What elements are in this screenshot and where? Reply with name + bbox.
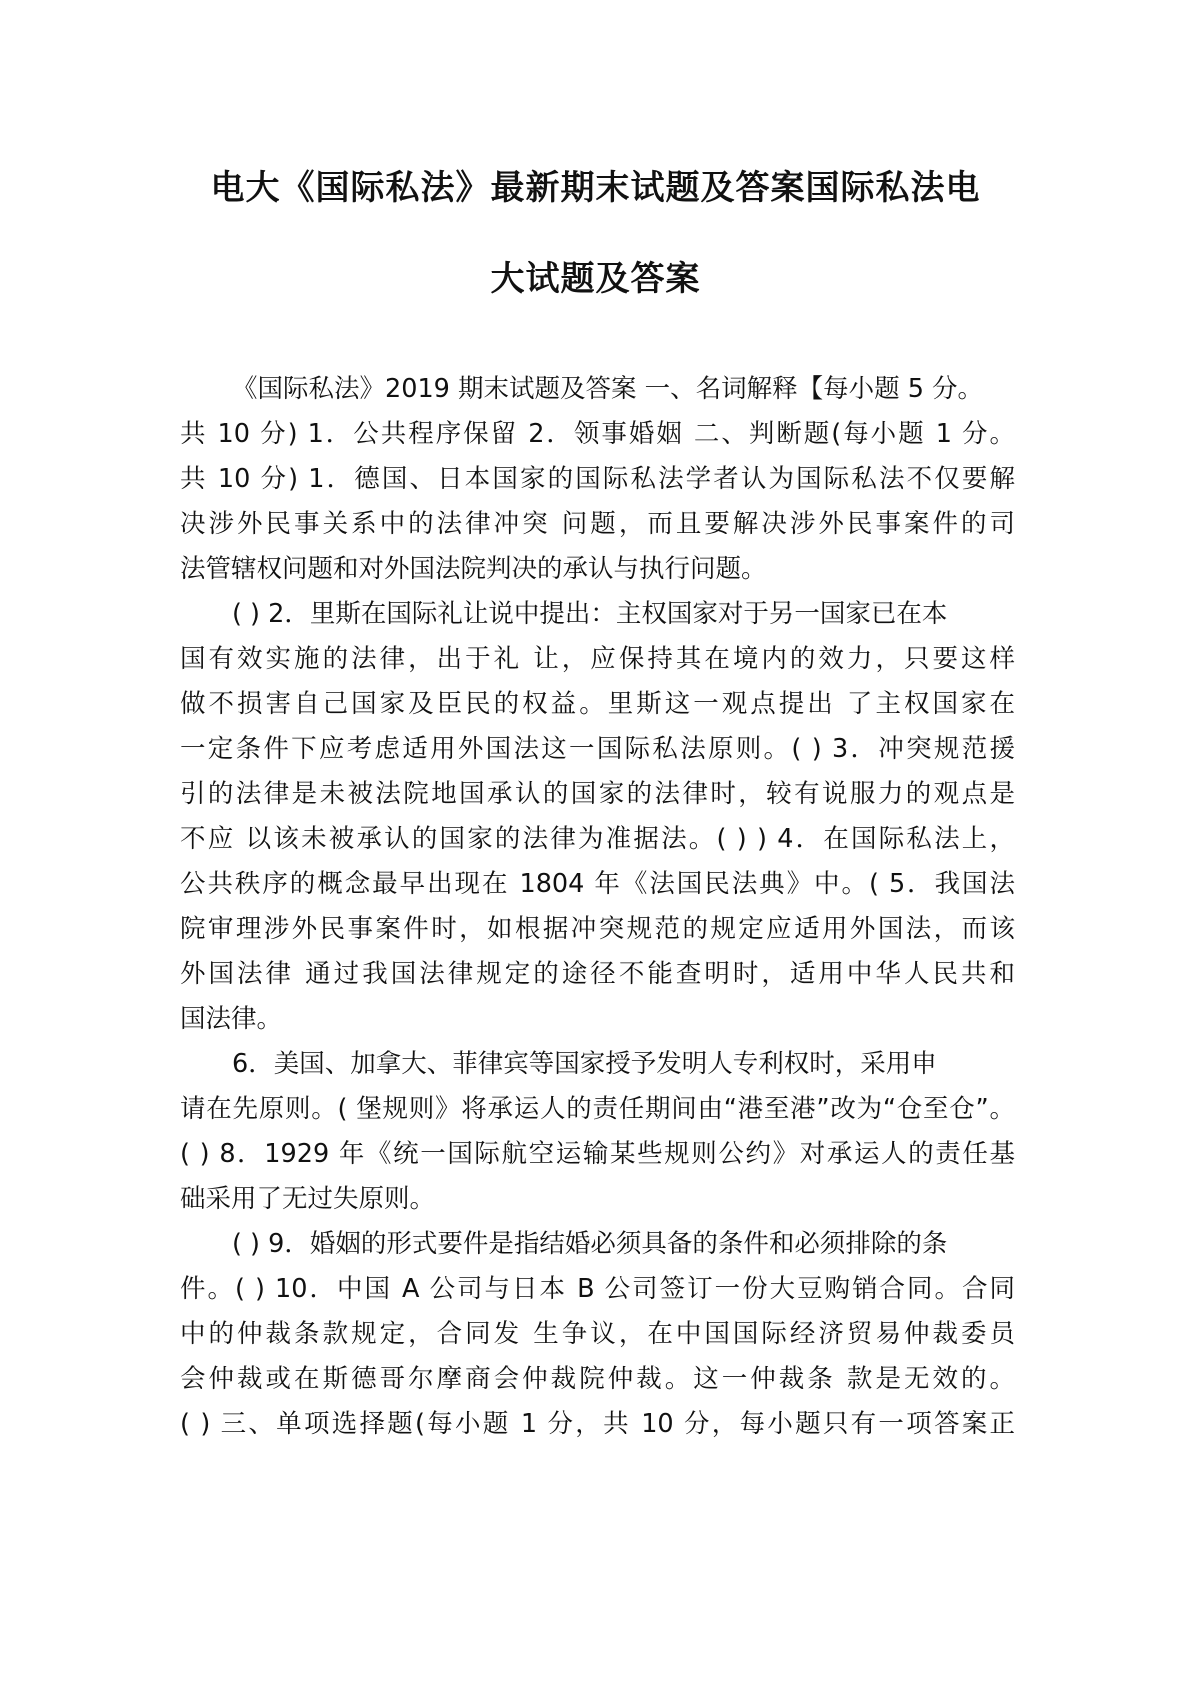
text-line: ( ) 9．婚姻的形式要件是指结婚必须具备的条件和必须排除的条 [232,1229,948,1259]
text-line: 共 10 分) 1．德国、日本国家的国际私法学者认为国际私法不仅要解 [180,464,1015,494]
text-line: 6．美国、加拿大、菲律宾等国家授予发明人专利权时，采用申 [232,1049,937,1079]
text-line: 院审理涉外民事案件时，如根据冲突规范的规定应适用外国法，而该 [180,914,1015,944]
document-title-line-2: 大试题及答案 [490,259,701,299]
text-line: 《国际私法》2019 期末试题及答案 一、名词解释【每小题 5 分。 [232,374,984,404]
text-line: 决涉外民事关系中的法律冲突 问题，而且要解决涉外民事案件的司 [180,509,1015,539]
text-line: 共 10 分) 1．公共程序保留 2．领事婚姻 二、判断题(每小题 1 分。 [180,419,1015,449]
document-body [180,367,1015,1447]
text-line: 础采用了无过失原则。 [180,1184,436,1214]
text-line: 国法律。 [180,1004,283,1034]
text-line: ( ) 三、单项选择题(每小题 1 分，共 10 分，每小题只有一项答案正 [180,1409,1015,1439]
text-line: 请在先原则。( 堡规则》将承运人的责任期间由“港至港”改为“仓至仓”。 [180,1094,1015,1124]
text-line: 法管辖权问题和对外国法院判决的承认与执行问题。 [180,554,767,584]
document-title-line-1: 电大《国际私法》最新期末试题及答案国际私法电 [210,168,981,208]
text-line: 不应 以该未被承认的国家的法律为准据法。( ) ) 4．在国际私法上， [180,824,1015,854]
text-line: 会仲裁或在斯德哥尔摩商会仲裁院仲裁。这一仲裁条 款是无效的。 [180,1364,1015,1394]
text-line: 做不损害自己国家及臣民的权益。里斯这一观点提出 了主权国家在 [180,689,1015,719]
text-line: 中的仲裁条款规定，合同发 生争议，在中国国际经济贸易仲裁委员 [180,1319,1015,1349]
text-line: 外国法律 通过我国法律规定的途径不能查明时，适用中华人民共和 [180,959,1015,989]
text-line: 一定条件下应考虑适用外国法这一国际私法原则。( ) 3．冲突规范援 [180,734,1015,764]
text-line: 件。( ) 10．中国 A 公司与日本 B 公司签订一份大豆购销合同。合同 [180,1274,1015,1304]
text-line: 公共秩序的概念最早出现在 1804 年《法国民法典》中。( 5．我国法 [180,869,1015,899]
text-line: ( ) 8．1929 年《统一国际航空运输某些规则公约》对承运人的责任基 [180,1139,1015,1169]
text-line: ( ) 2．里斯在国际礼让说中提出：主权国家对于另一国家已在本 [232,599,948,629]
text-line: 引的法律是未被法院地国承认的国家的法律时，较有说服力的观点是 [180,779,1015,809]
text-line: 国有效实施的法律，出于礼 让，应保持其在境内的效力，只要这样 [180,644,1015,674]
